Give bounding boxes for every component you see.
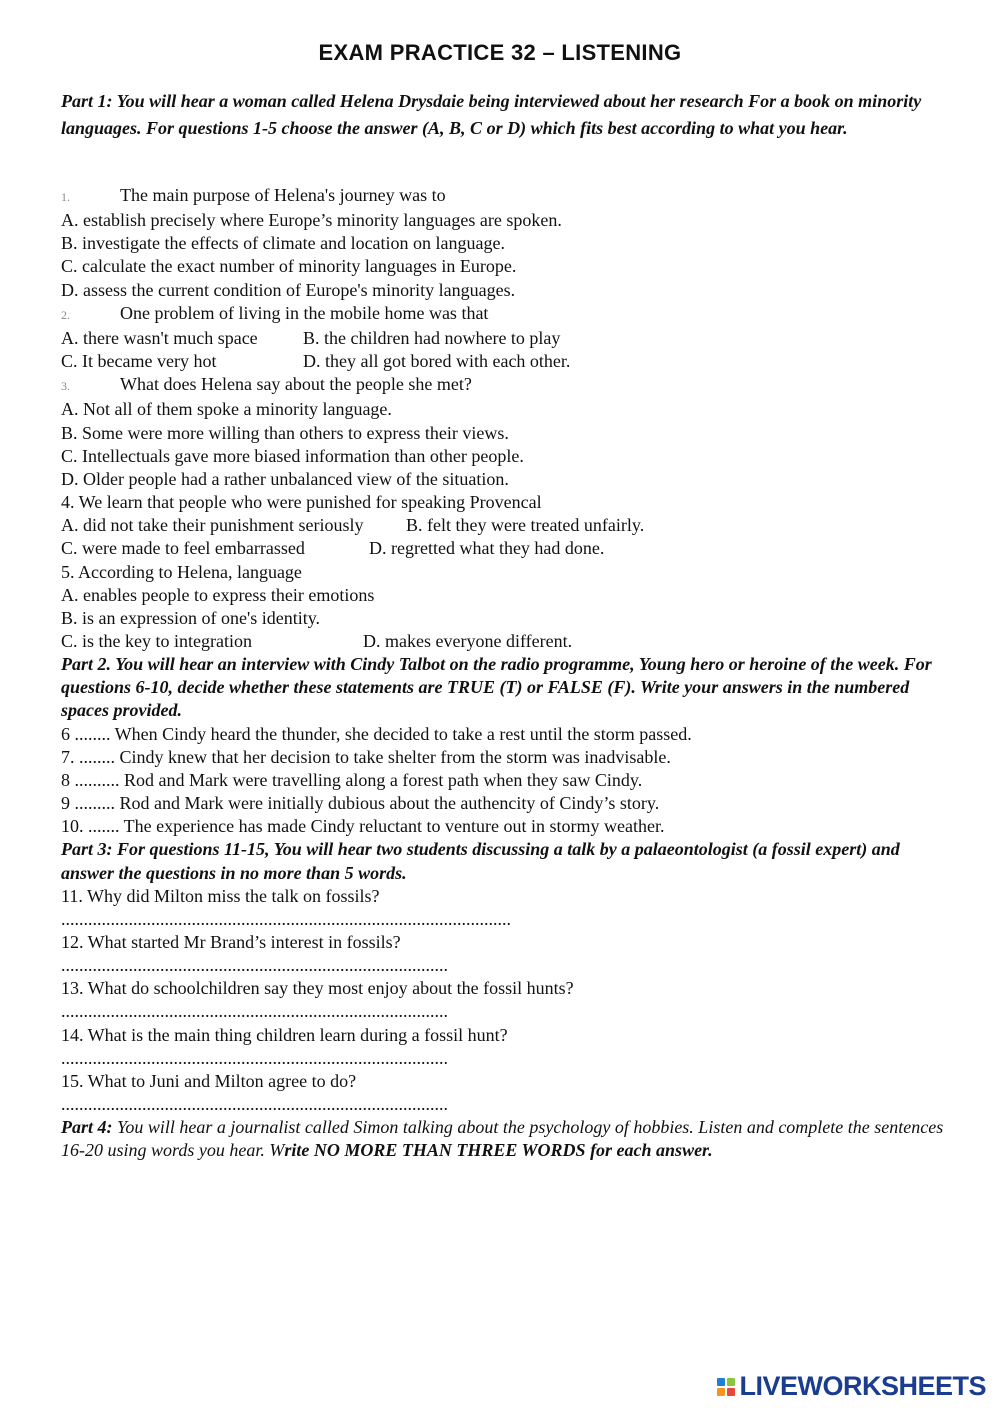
option-b: B. Some were more willing than others to express their views. xyxy=(61,422,509,443)
option-d: D. they all got bored with each other. xyxy=(303,351,571,372)
true-false-item: 6 ........ When Cindy heard the thunder, she decided to take a rest until the storm passed. xyxy=(61,723,692,744)
options-row xyxy=(61,537,951,560)
true-false-item: 7. ........ Cindy knew that her decision to take shelter from the storm was inadvisable. xyxy=(61,746,671,767)
option-a: A. did not take their punishment seriously xyxy=(61,515,364,536)
options-row xyxy=(61,327,951,350)
options-row xyxy=(61,350,951,373)
option-c: C. were made to feel embarrassed xyxy=(61,538,305,559)
option-a: A. there wasn't much space xyxy=(61,327,258,348)
question-4: 4. We learn that people who were punished for speaking Provencal xyxy=(61,492,542,513)
options-row xyxy=(61,514,951,537)
part4-text: You will hear a journalist called Simon talking about the psychology of hobbies. Listen and complete the sentences 16-20 using words you hear. W xyxy=(61,1117,944,1161)
part4-label: Part 4: xyxy=(61,1117,113,1138)
part1-instructions: Part 1: You will hear a woman called Helena Drysdaie being interviewed about her research For a book on minority languages. For questions 1-5 choose the answer (A, B, C or D) which fits best according to what you hear. xyxy=(61,91,922,138)
option-b: B. felt they were treated unfairly. xyxy=(406,515,645,536)
short-answer-question: 14. What is the main thing children learn during a fossil hunt? xyxy=(61,1024,508,1045)
option-a: A. establish precisely where Europe’s minority languages are spoken. xyxy=(61,210,562,231)
option-d: D. assess the current condition of Europe's minority languages. xyxy=(61,279,516,300)
option-b: B. investigate the effects of climate and location on language. xyxy=(61,233,506,254)
short-answer-question: 11. Why did Milton miss the talk on fossils? xyxy=(61,885,380,906)
logo-square-icon xyxy=(717,1378,725,1386)
option-c: C. Intellectuals gave more biased information than other people. xyxy=(61,445,524,466)
option-b: B. is an expression of one's identity. xyxy=(61,607,321,628)
question-number: 3. xyxy=(61,379,70,394)
option-b: B. the children had nowhere to play xyxy=(303,327,561,348)
question-stem: One problem of living in the mobile home was that xyxy=(120,302,489,323)
option-c: C. calculate the exact number of minority languages in Europe. xyxy=(61,256,517,277)
logo-square-icon xyxy=(727,1388,735,1396)
part3-instructions: Part 3: For questions 11-15, You will hear two students discussing a talk by a palaeontologist (a fossil expert) and answer the questions in no more than 5 words. xyxy=(61,839,900,883)
short-answer-question: 12. What started Mr Brand’s interest in fossils? xyxy=(61,932,401,952)
short-answer-question: 13. What do schoolchildren say they most enjoy about the fossil hunts? xyxy=(61,978,574,999)
page-title: EXAM PRACTICE 32 – LISTENING xyxy=(318,40,682,65)
option-d: D. makes everyone different. xyxy=(363,630,573,651)
answer-line[interactable]: ...................................................................................... xyxy=(61,1094,448,1115)
logo-grid-icon xyxy=(717,1378,735,1396)
brand-name: LIVEWORKSHEETS xyxy=(739,1371,986,1401)
logo-square-icon xyxy=(727,1378,735,1386)
option-d: D. regretted what they had done. xyxy=(369,538,605,559)
liveworksheets-logo xyxy=(717,1371,986,1402)
question-2 xyxy=(61,302,951,327)
short-answer-question: 15. What to Juni and Milton agree to do? xyxy=(61,1070,357,1091)
true-false-item: 10. ....... The experience has made Cindy reluctant to venture out in stormy weather. xyxy=(61,816,665,837)
question-stem: The main purpose of Helena's journey was to xyxy=(120,185,446,205)
worksheet-body xyxy=(61,184,951,1163)
question-1 xyxy=(61,184,951,209)
option-a: A. enables people to express their emotions xyxy=(61,584,375,605)
logo-square-icon xyxy=(717,1388,725,1396)
true-false-item: 8 .......... Rod and Mark were travelling along a forest path when they saw Cindy. xyxy=(61,769,643,790)
question-number: 1. xyxy=(61,190,70,204)
question-stem: What does Helena say about the people she met? xyxy=(120,374,472,395)
true-false-item: 9 ......... Rod and Mark were initially dubious about the authencity of Cindy’s story. xyxy=(61,793,660,814)
options-row xyxy=(61,630,951,653)
answer-line[interactable]: ...................................................................................... xyxy=(61,955,448,976)
question-3 xyxy=(61,373,951,398)
part4-emphasis: rite NO MORE THAN THREE WORDS for each answer. xyxy=(284,1140,713,1161)
answer-line[interactable]: ...................................................................................... xyxy=(61,1001,448,1022)
part4-instructions xyxy=(61,1116,951,1162)
question-5: 5. According to Helena, language xyxy=(61,561,302,582)
answer-line[interactable]: .................................................................................................... xyxy=(61,908,511,929)
part2-instructions: Part 2. You will hear an interview with Cindy Talbot on the radio programme, Young hero or heroine of the week. For questions 6-10, decide whether these statements are TRUE (T) or FALSE (F). Write your answers in the numbered spaces provided. xyxy=(61,654,932,721)
question-number: 2. xyxy=(61,307,70,322)
option-d: D. Older people had a rather unbalanced view of the situation. xyxy=(61,468,509,489)
answer-line[interactable]: ...................................................................................... xyxy=(61,1047,448,1068)
option-c: C. is the key to integration xyxy=(61,630,252,651)
option-a: A. Not all of them spoke a minority language. xyxy=(61,399,392,420)
option-c: C. It became very hot xyxy=(61,351,217,372)
